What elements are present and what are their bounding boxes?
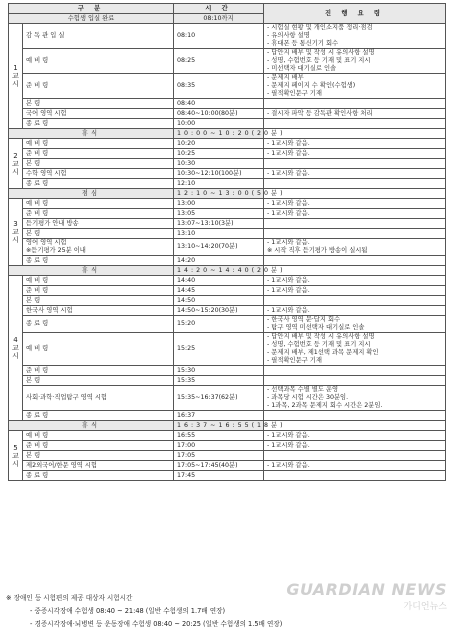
event-label-text: 준 비 령 <box>26 286 49 294</box>
schedule-row <box>9 229 446 239</box>
event-label <box>23 441 174 451</box>
note-line: - 1교시와 같음. <box>267 209 310 217</box>
entry-time: 08:10까지 <box>174 14 264 24</box>
event-label <box>23 74 174 99</box>
event-notes <box>264 209 446 219</box>
event-label-text: 예 비 령 <box>26 199 49 207</box>
event-time: 14:20 <box>174 256 264 266</box>
break-time: 14:20~14:40(20분) <box>174 266 264 276</box>
schedule-row <box>9 451 446 461</box>
event-notes <box>264 306 446 316</box>
schedule-row <box>9 209 446 219</box>
break-notes <box>264 266 446 276</box>
schedule-row <box>9 333 446 366</box>
schedule-row <box>9 256 446 266</box>
event-time: 10:20 <box>174 139 264 149</box>
event-label <box>23 286 174 296</box>
note-line: - 답안지 배부 및 작성 시 유의사항 설명 <box>267 333 375 340</box>
event-time: 15:35~16:37(62분) <box>174 386 264 411</box>
note-line: - 한국사 영역 문·답지 회수 <box>267 316 341 323</box>
event-notes <box>264 411 446 421</box>
event-label <box>23 431 174 441</box>
event-notes <box>264 366 446 376</box>
event-label <box>23 219 174 229</box>
event-label-text: 제2외국어/한문 영역 시험 <box>26 461 97 469</box>
event-notes <box>264 149 446 159</box>
event-label <box>23 24 174 49</box>
event-label <box>23 471 174 481</box>
schedule-row <box>9 49 446 74</box>
event-time: 17:45 <box>174 471 264 481</box>
event-notes <box>264 199 446 209</box>
event-label <box>23 411 174 421</box>
note-line: - 문제지 페이지 수 확인(수험생) <box>267 82 356 89</box>
event-label <box>23 199 174 209</box>
event-time: 08:25 <box>174 49 264 74</box>
note-line: ※ 시작 직후 듣기평가 방송이 실시됨 <box>267 247 368 254</box>
schedule-row <box>9 366 446 376</box>
event-time: 10:30 <box>174 159 264 169</box>
note-line: - 문제지 배부 <box>267 74 304 81</box>
note-line: - 필적확인문구 기재 <box>267 90 322 97</box>
event-notes <box>264 24 446 49</box>
note-line: - 시험실 현황 및 개인소지품 정리·점검 <box>267 24 373 31</box>
event-label <box>23 296 174 306</box>
period-name: 2교시 <box>12 151 19 176</box>
event-label <box>23 169 174 179</box>
event-notes <box>264 461 446 471</box>
note-line: - 결시자 파악 등 감독관 확인사항 처리 <box>267 109 373 117</box>
event-label-text: 종 료 령 <box>26 179 49 187</box>
event-time: 13:10 <box>174 229 264 239</box>
event-label-text: 예 비 령 <box>26 276 49 284</box>
break-time: 16:37~16:55(18분) <box>174 421 264 431</box>
event-notes <box>264 139 446 149</box>
break-notes <box>264 129 446 139</box>
schedule-row <box>9 179 446 189</box>
event-label <box>23 149 174 159</box>
note-line: - 성명, 수험번호 등 기재 및 표기 지시 <box>267 57 371 64</box>
note-line: - 1교시와 같음. <box>267 199 310 207</box>
event-time: 12:10 <box>174 179 264 189</box>
event-label-text: 수학 영역 시험 <box>26 169 67 177</box>
schedule-row <box>9 316 446 333</box>
event-label-text: 한국사 영역 시험 <box>26 306 73 314</box>
note-line: - 1교시와 같음. <box>267 276 310 284</box>
event-label-text: 본 령 <box>26 159 41 167</box>
footnote-main: ※ 장애인 등 시험편의 제공 대상자 시험시간 <box>6 594 133 602</box>
period-label <box>9 199 23 266</box>
event-label-text: 예 비 령 <box>26 345 49 352</box>
event-time: 14:50 <box>174 296 264 306</box>
schedule-row <box>9 239 446 256</box>
event-notes <box>264 333 446 366</box>
schedule-row <box>9 99 446 109</box>
event-label <box>23 451 174 461</box>
event-time: 17:00 <box>174 441 264 451</box>
event-label <box>23 461 174 471</box>
event-label-text: 준 비 령 <box>26 441 49 449</box>
event-label <box>23 366 174 376</box>
schedule-row <box>9 441 446 451</box>
event-time: 13:00 <box>174 199 264 209</box>
note-line: - 1교시와 같음. <box>267 286 310 294</box>
note-line: - 유의사항 설명 <box>267 32 310 39</box>
event-time: 13:10~14:20(70분) <box>174 239 264 256</box>
period-name: 4교시 <box>12 336 19 360</box>
event-label-text: 본 령 <box>26 296 41 304</box>
event-label-text: 예 비 령 <box>26 139 49 147</box>
break-label: 휴식 <box>9 421 174 431</box>
event-time: 08:35 <box>174 74 264 99</box>
event-label <box>23 376 174 386</box>
event-time: 14:40 <box>174 276 264 286</box>
note-line: - 미선택자 대기실로 인솔 <box>267 65 337 72</box>
header-section: 구 분 <box>9 4 174 14</box>
event-notes <box>264 49 446 74</box>
schedule-row <box>9 431 446 441</box>
schedule-row <box>9 471 446 481</box>
event-notes <box>264 229 446 239</box>
note-line: - 필적확인문구 기재 <box>267 357 322 364</box>
event-time: 08:40 <box>174 99 264 109</box>
event-time: 17:05~17:45(40분) <box>174 461 264 471</box>
note-line: - 선택과목 수별 별도 운영 <box>267 386 339 393</box>
note-line: - 1교시와 같음. <box>267 431 310 439</box>
note-line: - 성명, 수험번호 등 기재 및 표기 지시 <box>267 341 371 348</box>
event-label-text: 본 령 <box>26 229 41 237</box>
note-line: - 과목당 시험 시간은 30분임. <box>267 394 349 401</box>
event-label-text: 예 비 령 <box>26 431 49 439</box>
event-time: 08:10 <box>174 24 264 49</box>
event-notes <box>264 99 446 109</box>
event-time: 17:05 <box>174 451 264 461</box>
schedule-row <box>9 74 446 99</box>
note-line: - 휴대폰 등 통신기기 회수 <box>267 40 339 47</box>
note-line: - 1교시와 같음. <box>267 306 310 314</box>
event-label-text: 사회·과학·직업탐구 영역 시험 <box>26 394 107 401</box>
event-time: 13:07~13:10(3분) <box>174 219 264 229</box>
event-label-text: 준 비 령 <box>26 82 49 89</box>
schedule-row <box>9 306 446 316</box>
event-time: 15:30 <box>174 366 264 376</box>
schedule-row <box>9 159 446 169</box>
event-label-text: 본 령 <box>26 451 41 459</box>
schedule-row <box>9 386 446 411</box>
schedule-row <box>9 276 446 286</box>
event-notes <box>264 431 446 441</box>
schedule-row <box>9 411 446 421</box>
event-notes <box>264 169 446 179</box>
event-notes <box>264 286 446 296</box>
footnote-item-1: - 중증시각장애 수험생 08:40 ~ 21:48 (일반 수험생의 1.7배 연장) <box>30 607 226 615</box>
event-notes <box>264 376 446 386</box>
event-label <box>23 209 174 219</box>
schedule-row <box>9 199 446 209</box>
event-notes <box>264 316 446 333</box>
note-line: - 1교시와 같음. <box>267 239 310 246</box>
event-label-text: 준 비 령 <box>26 149 49 157</box>
event-notes <box>264 441 446 451</box>
event-label <box>23 159 174 169</box>
event-notes <box>264 276 446 286</box>
event-sublabel: ※듣기평가 25분 이내 <box>26 247 86 254</box>
event-label-text: 감 독 관 입 실 <box>26 32 65 39</box>
event-notes <box>264 219 446 229</box>
header-time: 시 간 <box>174 4 264 14</box>
event-label <box>23 316 174 333</box>
schedule-row <box>9 461 446 471</box>
event-notes <box>264 159 446 169</box>
event-label <box>23 333 174 366</box>
entry-label: 수험생 입실 완료 <box>9 14 174 24</box>
event-label <box>23 386 174 411</box>
event-time: 10:30~12:10(100분) <box>174 169 264 179</box>
event-notes <box>264 239 446 256</box>
period-name: 5교시 <box>12 443 19 468</box>
note-line: - 답안지 배부 및 작성 시 유의사항 설명 <box>267 49 375 56</box>
schedule-row <box>9 24 446 49</box>
event-notes <box>264 471 446 481</box>
event-time: 15:20 <box>174 316 264 333</box>
event-label-text: 본 령 <box>26 376 41 384</box>
event-label <box>23 239 174 256</box>
schedule-row <box>9 219 446 229</box>
note-line: - 문제지 배부, 제1선택 과목 문제지 확인 <box>267 349 379 356</box>
event-label <box>23 229 174 239</box>
event-label <box>23 306 174 316</box>
schedule-row <box>9 296 446 306</box>
period-name: 1교시 <box>12 64 19 88</box>
schedule-row <box>9 286 446 296</box>
break-label: 점심 <box>9 189 174 199</box>
schedule-row <box>9 376 446 386</box>
event-notes <box>264 386 446 411</box>
footnote-item-2: - 경증시각장애·뇌병변 등 운동장애 수험생 08:40 ~ 20:25 (일반 수험생의 1.5배 연장) <box>30 620 283 628</box>
event-label-text: 듣기평가 안내 방송 <box>26 219 79 227</box>
schedule-row <box>9 149 446 159</box>
event-notes <box>264 119 446 129</box>
event-notes <box>264 451 446 461</box>
event-label-text: 영어 영역 시험 <box>26 239 67 246</box>
header-guide: 진 행 요 령 <box>264 4 446 24</box>
note-line: - 1과목, 2과목 문제지 회수 시간은 2분임. <box>267 402 383 409</box>
event-time: 13:05 <box>174 209 264 219</box>
event-label-text: 예 비 령 <box>26 57 49 64</box>
schedule-row <box>9 109 446 119</box>
event-time: 14:50~15:20(30분) <box>174 306 264 316</box>
note-line: - 탐구 영역 미선택자 대기실로 인솔 <box>267 324 365 331</box>
note-line: - 1교시와 같음. <box>267 441 310 449</box>
event-time: 10:25 <box>174 149 264 159</box>
period-label <box>9 276 23 421</box>
event-time: 16:37 <box>174 411 264 421</box>
event-time: 08:40~10:00(80분) <box>174 109 264 119</box>
event-label-text: 본 령 <box>26 99 41 107</box>
event-label <box>23 119 174 129</box>
event-time: 14:45 <box>174 286 264 296</box>
watermark-name: GUARDIAN NEWS <box>286 580 447 599</box>
schedule-row <box>9 139 446 149</box>
event-label-text: 종 료 령 <box>26 471 49 479</box>
event-time: 16:55 <box>174 431 264 441</box>
break-time: 10:00~10:20(20분) <box>174 129 264 139</box>
event-label <box>23 256 174 266</box>
event-label-text: 종 료 령 <box>26 256 49 264</box>
event-label <box>23 49 174 74</box>
watermark-sub: 가디언뉴스 <box>403 602 447 612</box>
event-notes <box>264 74 446 99</box>
period-label <box>9 431 23 481</box>
event-time: 15:25 <box>174 333 264 366</box>
exam-schedule-table <box>8 3 446 481</box>
break-time: 12:10~13:00(50분) <box>174 189 264 199</box>
break-label: 휴식 <box>9 129 174 139</box>
event-label-text: 종 료 령 <box>26 411 49 419</box>
event-label-text: 준 비 령 <box>26 209 49 217</box>
event-label <box>23 109 174 119</box>
watermark-logo <box>286 580 447 612</box>
note-line: - 1교시와 같음. <box>267 139 310 147</box>
period-name: 3교시 <box>12 220 19 244</box>
note-line: - 1교시와 같음. <box>267 149 310 157</box>
event-notes <box>264 109 446 119</box>
event-notes <box>264 179 446 189</box>
event-label-text: 종 료 령 <box>26 320 49 327</box>
event-time: 10:00 <box>174 119 264 129</box>
break-notes <box>264 421 446 431</box>
event-label <box>23 139 174 149</box>
event-label <box>23 276 174 286</box>
event-label <box>23 179 174 189</box>
event-notes <box>264 296 446 306</box>
event-notes <box>264 256 446 266</box>
event-time: 15:35 <box>174 376 264 386</box>
note-line: - 1교시와 같음. <box>267 461 310 469</box>
event-label-text: 준 비 령 <box>26 366 49 374</box>
event-label <box>23 99 174 109</box>
event-label-text: 종 료 령 <box>26 119 49 127</box>
break-label: 휴식 <box>9 266 174 276</box>
event-label-text: 국어 영역 시험 <box>26 109 67 117</box>
note-line: - 1교시와 같음. <box>267 169 310 177</box>
schedule-row <box>9 119 446 129</box>
period-label <box>9 139 23 189</box>
break-notes <box>264 189 446 199</box>
schedule-row <box>9 169 446 179</box>
period-label <box>9 24 23 129</box>
